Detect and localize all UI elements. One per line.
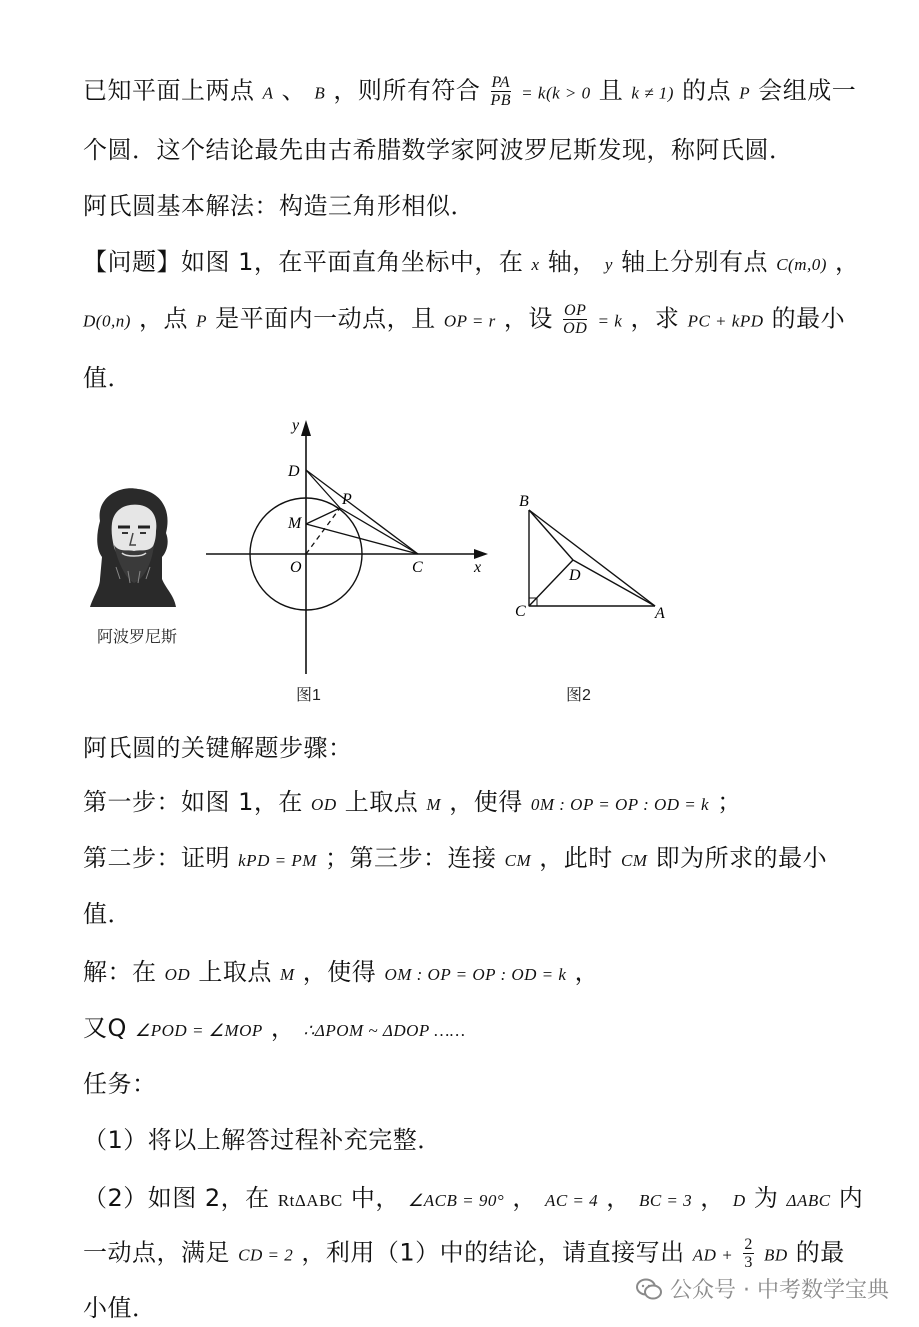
math-eqk: = k <box>597 311 623 331</box>
text: ，使得 <box>302 958 377 986</box>
text: 又Q <box>83 1014 127 1042</box>
text: 【问题】如图 1，在平面直角坐标中，在 <box>83 248 524 276</box>
frac-num: PA <box>491 74 510 91</box>
segment-dp <box>306 470 340 508</box>
text: ， <box>574 958 600 986</box>
text: 第二步：证明 <box>83 844 230 872</box>
segment-da <box>573 560 655 606</box>
watermark <box>636 1273 889 1304</box>
text: ，使得 <box>449 788 523 816</box>
text: ， <box>606 1184 631 1212</box>
math-d: D <box>732 1191 746 1210</box>
text: 轴上分别有点 <box>621 248 769 276</box>
problem-line-3: 值． <box>83 364 132 392</box>
frac-den: PB <box>490 92 512 109</box>
text: ，点 <box>139 304 188 333</box>
y-axis-arrow <box>301 420 311 436</box>
math-cm: CM <box>620 851 648 870</box>
text: ；第三步：连接 <box>325 844 497 872</box>
figure-1 <box>200 412 500 682</box>
math-ac: AC = 4 <box>544 1191 599 1210</box>
task-2-line-3: 小值． <box>83 1294 157 1322</box>
math-angle-acb: ∠ACB = 90° <box>408 1191 505 1210</box>
intro-line-2: 个圆．这个结论最先由古希腊数学家阿波罗尼斯发现，称阿氏圆． <box>83 136 794 164</box>
text: ， <box>835 248 860 276</box>
label-c: C <box>412 559 423 576</box>
segment-cd <box>529 560 573 606</box>
segment-bd <box>529 510 573 560</box>
math-expr: PC + kPD <box>687 311 764 331</box>
problem-line-2 <box>83 302 845 338</box>
text: 第一步：如图 1，在 <box>83 788 303 816</box>
text: ， <box>512 1184 537 1212</box>
problem-line-1 <box>83 246 860 281</box>
steps-title: 阿氏圆的关键解题步骤： <box>83 734 353 762</box>
segment-dc <box>306 470 418 554</box>
fraction-pa-pb <box>490 74 511 109</box>
math-m: M <box>426 795 442 814</box>
label-x: x <box>474 559 482 576</box>
watermark-text: 公众号 · 中考数学宝典 <box>670 1278 889 1303</box>
text: 即为所求的最小 <box>655 844 828 872</box>
label-m: M <box>288 515 302 532</box>
x-axis-arrow <box>474 549 488 559</box>
math-P: P <box>739 83 751 103</box>
text: ，设 <box>503 304 553 333</box>
figure-1-caption: 图1 <box>296 687 321 704</box>
label-a: A <box>655 605 665 622</box>
math-angle: ∠POD = ∠MOP <box>135 1021 263 1040</box>
apollonius-portrait <box>86 483 178 611</box>
text: ，求 <box>630 304 680 333</box>
figure-2-caption: 图2 <box>566 687 591 704</box>
step-1 <box>83 786 742 821</box>
label-o: O <box>290 559 302 576</box>
text: 的点 <box>682 76 732 105</box>
segment-pc <box>340 508 418 554</box>
math-C: C(m,0) <box>776 255 827 274</box>
tasks-title: 任务： <box>83 1070 157 1098</box>
text: 的最 <box>795 1238 845 1267</box>
math-cd: CD = 2 <box>238 1245 294 1265</box>
text: 为 <box>753 1184 779 1212</box>
text: 且 <box>598 76 624 105</box>
text: 是平面内一动点，且 <box>215 304 436 333</box>
math-B: B <box>314 83 326 103</box>
solution-line-2 <box>83 1012 465 1047</box>
text: （2）如图 2，在 <box>83 1184 270 1212</box>
text: ，则所有符合 <box>333 76 481 105</box>
frac-den: 3 <box>744 1254 753 1271</box>
label-b: B <box>519 493 529 510</box>
portrait-caption: 阿波罗尼斯 <box>97 629 178 646</box>
math-x: x <box>531 255 540 274</box>
task-1: （1）将以上解答过程补充完整． <box>83 1126 442 1154</box>
segment-mp <box>306 508 340 524</box>
math-D: D(0,n) <box>83 311 131 331</box>
frac-num: OP <box>564 302 587 319</box>
math-bd: BD <box>763 1245 788 1265</box>
wechat-icon <box>636 1278 662 1300</box>
step-2 <box>83 842 827 877</box>
text: ， <box>700 1184 725 1212</box>
text: 解：在 <box>83 958 157 986</box>
segment-ab <box>529 510 655 606</box>
math-cond2: k ≠ 1) <box>631 83 674 103</box>
text: 、 <box>281 76 307 105</box>
label-p: P <box>342 491 352 508</box>
math-cond: = k(k > 0 <box>521 83 591 103</box>
math-bc: BC = 3 <box>638 1191 693 1210</box>
task-2-line-2 <box>83 1236 845 1272</box>
frac-num: 2 <box>744 1236 753 1253</box>
frac-den: OD <box>563 320 588 337</box>
figure-2 <box>505 488 685 628</box>
text: ，利用（1）中的结论，请直接写出 <box>301 1238 685 1267</box>
math-ratio: 0M : OP = OP : OD = k <box>530 795 710 814</box>
text: 的最小 <box>771 304 846 333</box>
text: ， <box>270 1014 296 1042</box>
text: 轴， <box>547 248 597 276</box>
text: 会组成一 <box>758 76 857 105</box>
math-opr: OP = r <box>443 311 496 331</box>
text: 上取点 <box>198 958 272 986</box>
math-cm: CM <box>504 851 532 870</box>
math-ratio: OM : OP = OP : OD = k <box>384 965 567 984</box>
math-A: A <box>262 83 274 103</box>
segment-op-dashed <box>306 508 340 554</box>
text: 已知平面上两点 <box>83 76 255 105</box>
text: 上取点 <box>344 788 419 816</box>
task-2-line-1 <box>83 1182 863 1217</box>
step-2-cont: 值． <box>83 900 132 928</box>
math-similar: ∴ΔPOM ~ ΔDOP …… <box>303 1021 466 1040</box>
intro-line-1 <box>83 74 856 110</box>
label-c: C <box>515 603 526 620</box>
text: ，此时 <box>539 844 613 872</box>
math-P: P <box>196 311 208 331</box>
text: 中， <box>350 1184 400 1212</box>
text: ； <box>717 788 742 816</box>
label-y: y <box>292 417 300 434</box>
text: 一动点，满足 <box>83 1238 230 1267</box>
label-d: D <box>288 463 300 480</box>
fraction-op-od <box>563 302 587 337</box>
math-ad: AD + <box>692 1245 734 1265</box>
label-d: D <box>569 567 581 584</box>
intro-line-3: 阿氏圆基本解法：构造三角形相似． <box>83 192 475 220</box>
math-abc: ΔABC <box>786 1191 831 1210</box>
math-rt: RtΔABC <box>277 1191 343 1210</box>
solution-line-1 <box>83 956 599 991</box>
fraction-two-thirds <box>743 1236 754 1271</box>
text: 内 <box>838 1184 864 1212</box>
math-od: OD <box>311 795 337 814</box>
math-od: OD <box>164 965 191 984</box>
math-m: M <box>279 965 295 984</box>
math-y: y <box>604 255 613 274</box>
math-kpd: kPD = PM <box>238 851 317 870</box>
